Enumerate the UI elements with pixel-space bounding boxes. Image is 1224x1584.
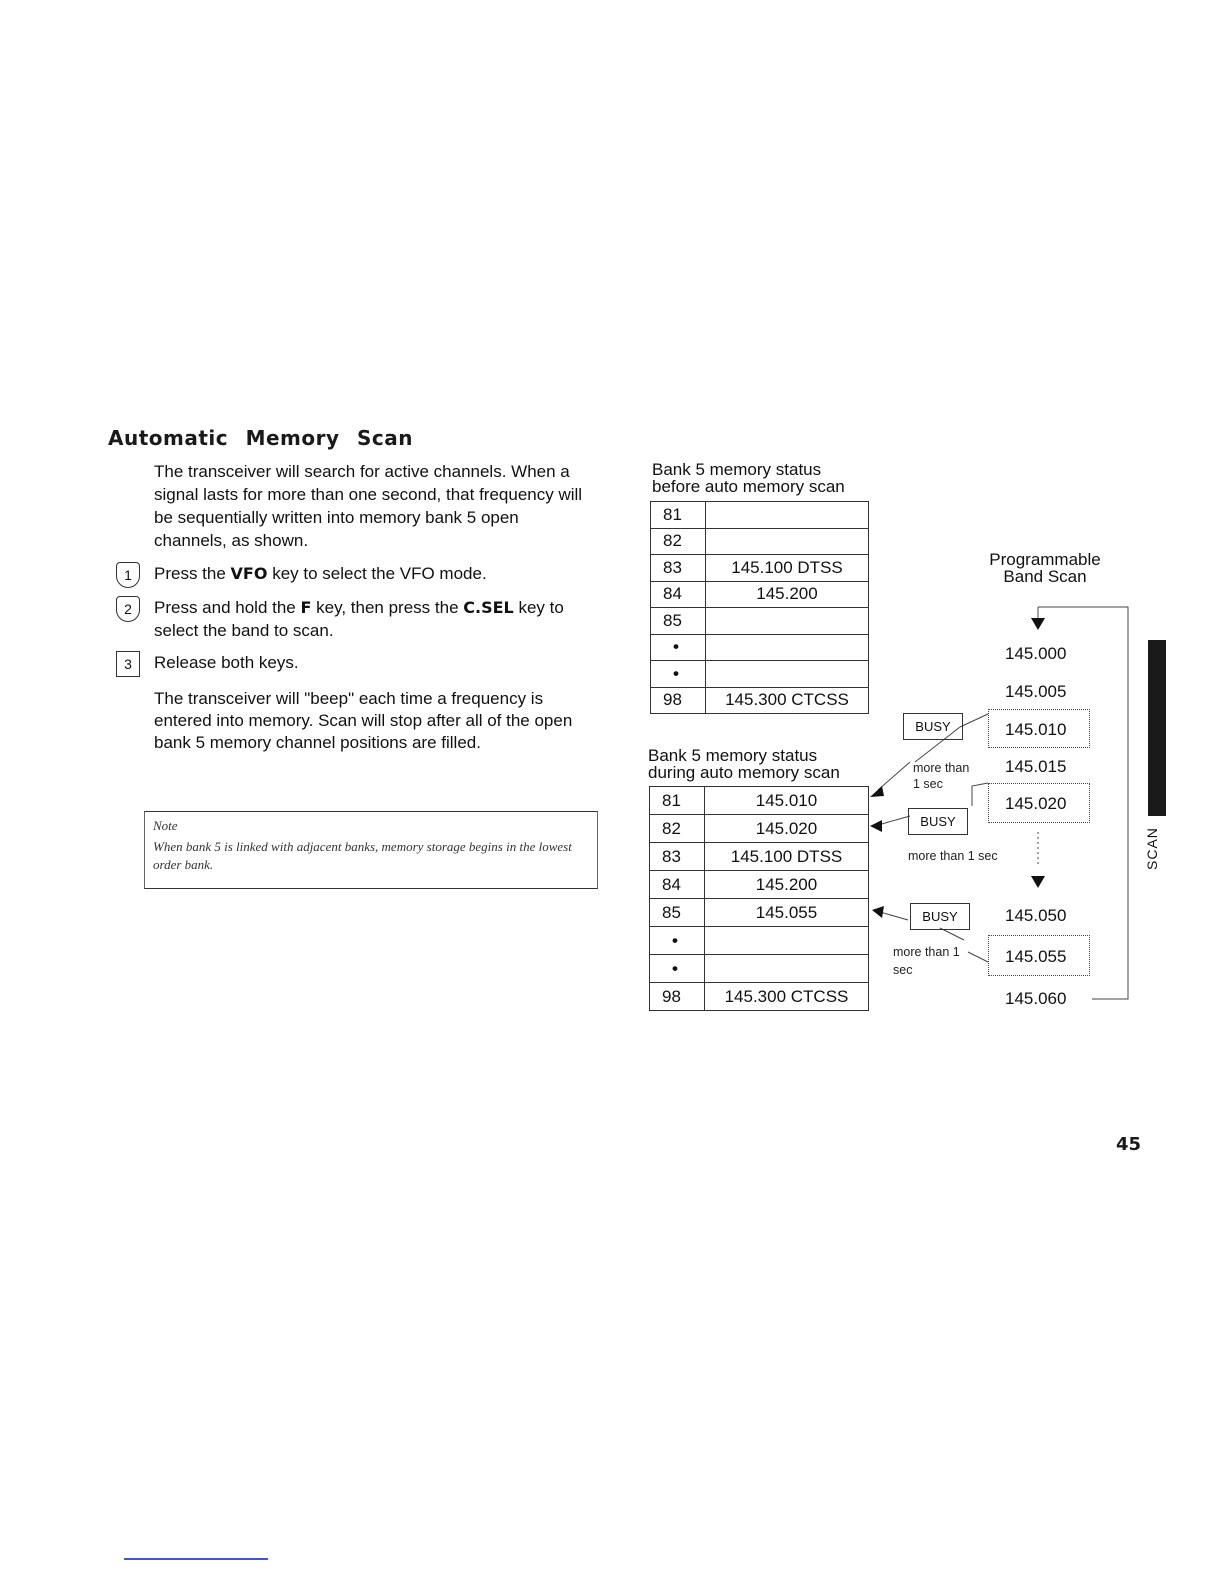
more-than-1-sec-label: more than 1 sec (908, 849, 998, 863)
more-than-label-1: more than (913, 761, 970, 775)
table-row: • (651, 634, 869, 661)
busy-link-2 (972, 783, 988, 806)
freq-145-000: 145.000 (1005, 644, 1067, 663)
table-row: 83 145.100 DTSS (651, 555, 869, 582)
busy-label-1: BUSY (903, 713, 963, 740)
step-1-text: Press the VFO key to select the VFO mode. (154, 564, 487, 583)
table-row: 82 145.020 (650, 815, 869, 843)
freq-145-020: 145.020 (1005, 794, 1067, 813)
scan-diagram-title: Programmable Band Scan (989, 550, 1101, 586)
step-3-badge: 3 (116, 651, 140, 677)
side-tab-marker (1148, 640, 1166, 816)
table-row: 81 145.010 (650, 787, 869, 815)
busy-label-2: BUSY (908, 808, 968, 835)
step-2-text: Press and hold the F key, then press the C.SEL key to select the band to scan. (154, 598, 564, 640)
step-3-text: Release both keys. (154, 653, 299, 672)
freq-145-060: 145.060 (1005, 989, 1067, 1008)
intro-paragraph: The transceiver will search for active channels. When a signal lasts for more than one second, that frequency will be sequentially written into memory bank 5 open channels, as shown. (154, 462, 583, 550)
table-row: 83 145.100 DTSS (650, 843, 869, 871)
table-before-caption: Bank 5 memory status before auto memory scan (652, 460, 845, 496)
table-row: 98 145.300 CTCSS (650, 983, 869, 1011)
table-row: 82 (651, 528, 869, 555)
table-before (650, 501, 869, 714)
busy-label-3: BUSY (910, 903, 970, 930)
table-row: 84 145.200 (651, 581, 869, 608)
sec-label-2: sec (893, 963, 913, 977)
arrow-down-icon (1031, 618, 1045, 630)
arrow-left-icon (870, 820, 882, 832)
section-title: Automatic Memory Scan (108, 426, 413, 450)
arrow-to-85-line (880, 912, 908, 920)
page-number: 45 (1116, 1134, 1142, 1155)
footer-line (124, 1558, 268, 1560)
table-row: 98 145.300 CTCSS (651, 687, 869, 714)
table-row: 85 (651, 608, 869, 635)
freq-145-010: 145.010 (1005, 720, 1067, 739)
table-row: • (650, 955, 869, 983)
table-row: 85 145.055 (650, 899, 869, 927)
arrow-to-82-line (878, 816, 910, 825)
note-text: When bank 5 is linked with adjacent banks, memory storage begins in the lowest order bank. (153, 839, 572, 872)
table-row: • (651, 661, 869, 688)
sec-label-1: 1 sec (913, 777, 943, 791)
freq-145-015: 145.015 (1005, 757, 1067, 776)
busy-link-3b (968, 952, 988, 962)
freq-145-055: 145.055 (1005, 947, 1067, 966)
note-box (144, 811, 598, 889)
step-1-badge: 1 (116, 562, 140, 588)
note-title: Note (153, 818, 178, 833)
side-tab-label: SCAN (1144, 827, 1160, 870)
freq-145-050: 145.050 (1005, 906, 1067, 925)
arrow-left-icon (872, 906, 884, 918)
step-2-badge: 2 (116, 596, 140, 622)
busy-link-1 (960, 714, 988, 727)
result-paragraph: The transceiver will "beep" each time a frequency is entered into memory. Scan will stop after all of the open bank 5 memory channel positions are filled. (154, 689, 573, 752)
arrow-down-icon (1031, 876, 1045, 888)
table-row: 81 (651, 502, 869, 529)
arrow-to-81-line (878, 762, 910, 790)
table-during (649, 786, 869, 1011)
more-than-1-label: more than 1 (893, 945, 960, 959)
table-row: 84 145.200 (650, 871, 869, 899)
arrow-left-icon (870, 786, 884, 797)
table-during-caption: Bank 5 memory status during auto memory scan (648, 746, 840, 782)
freq-145-005: 145.005 (1005, 682, 1067, 701)
table-row: • (650, 927, 869, 955)
